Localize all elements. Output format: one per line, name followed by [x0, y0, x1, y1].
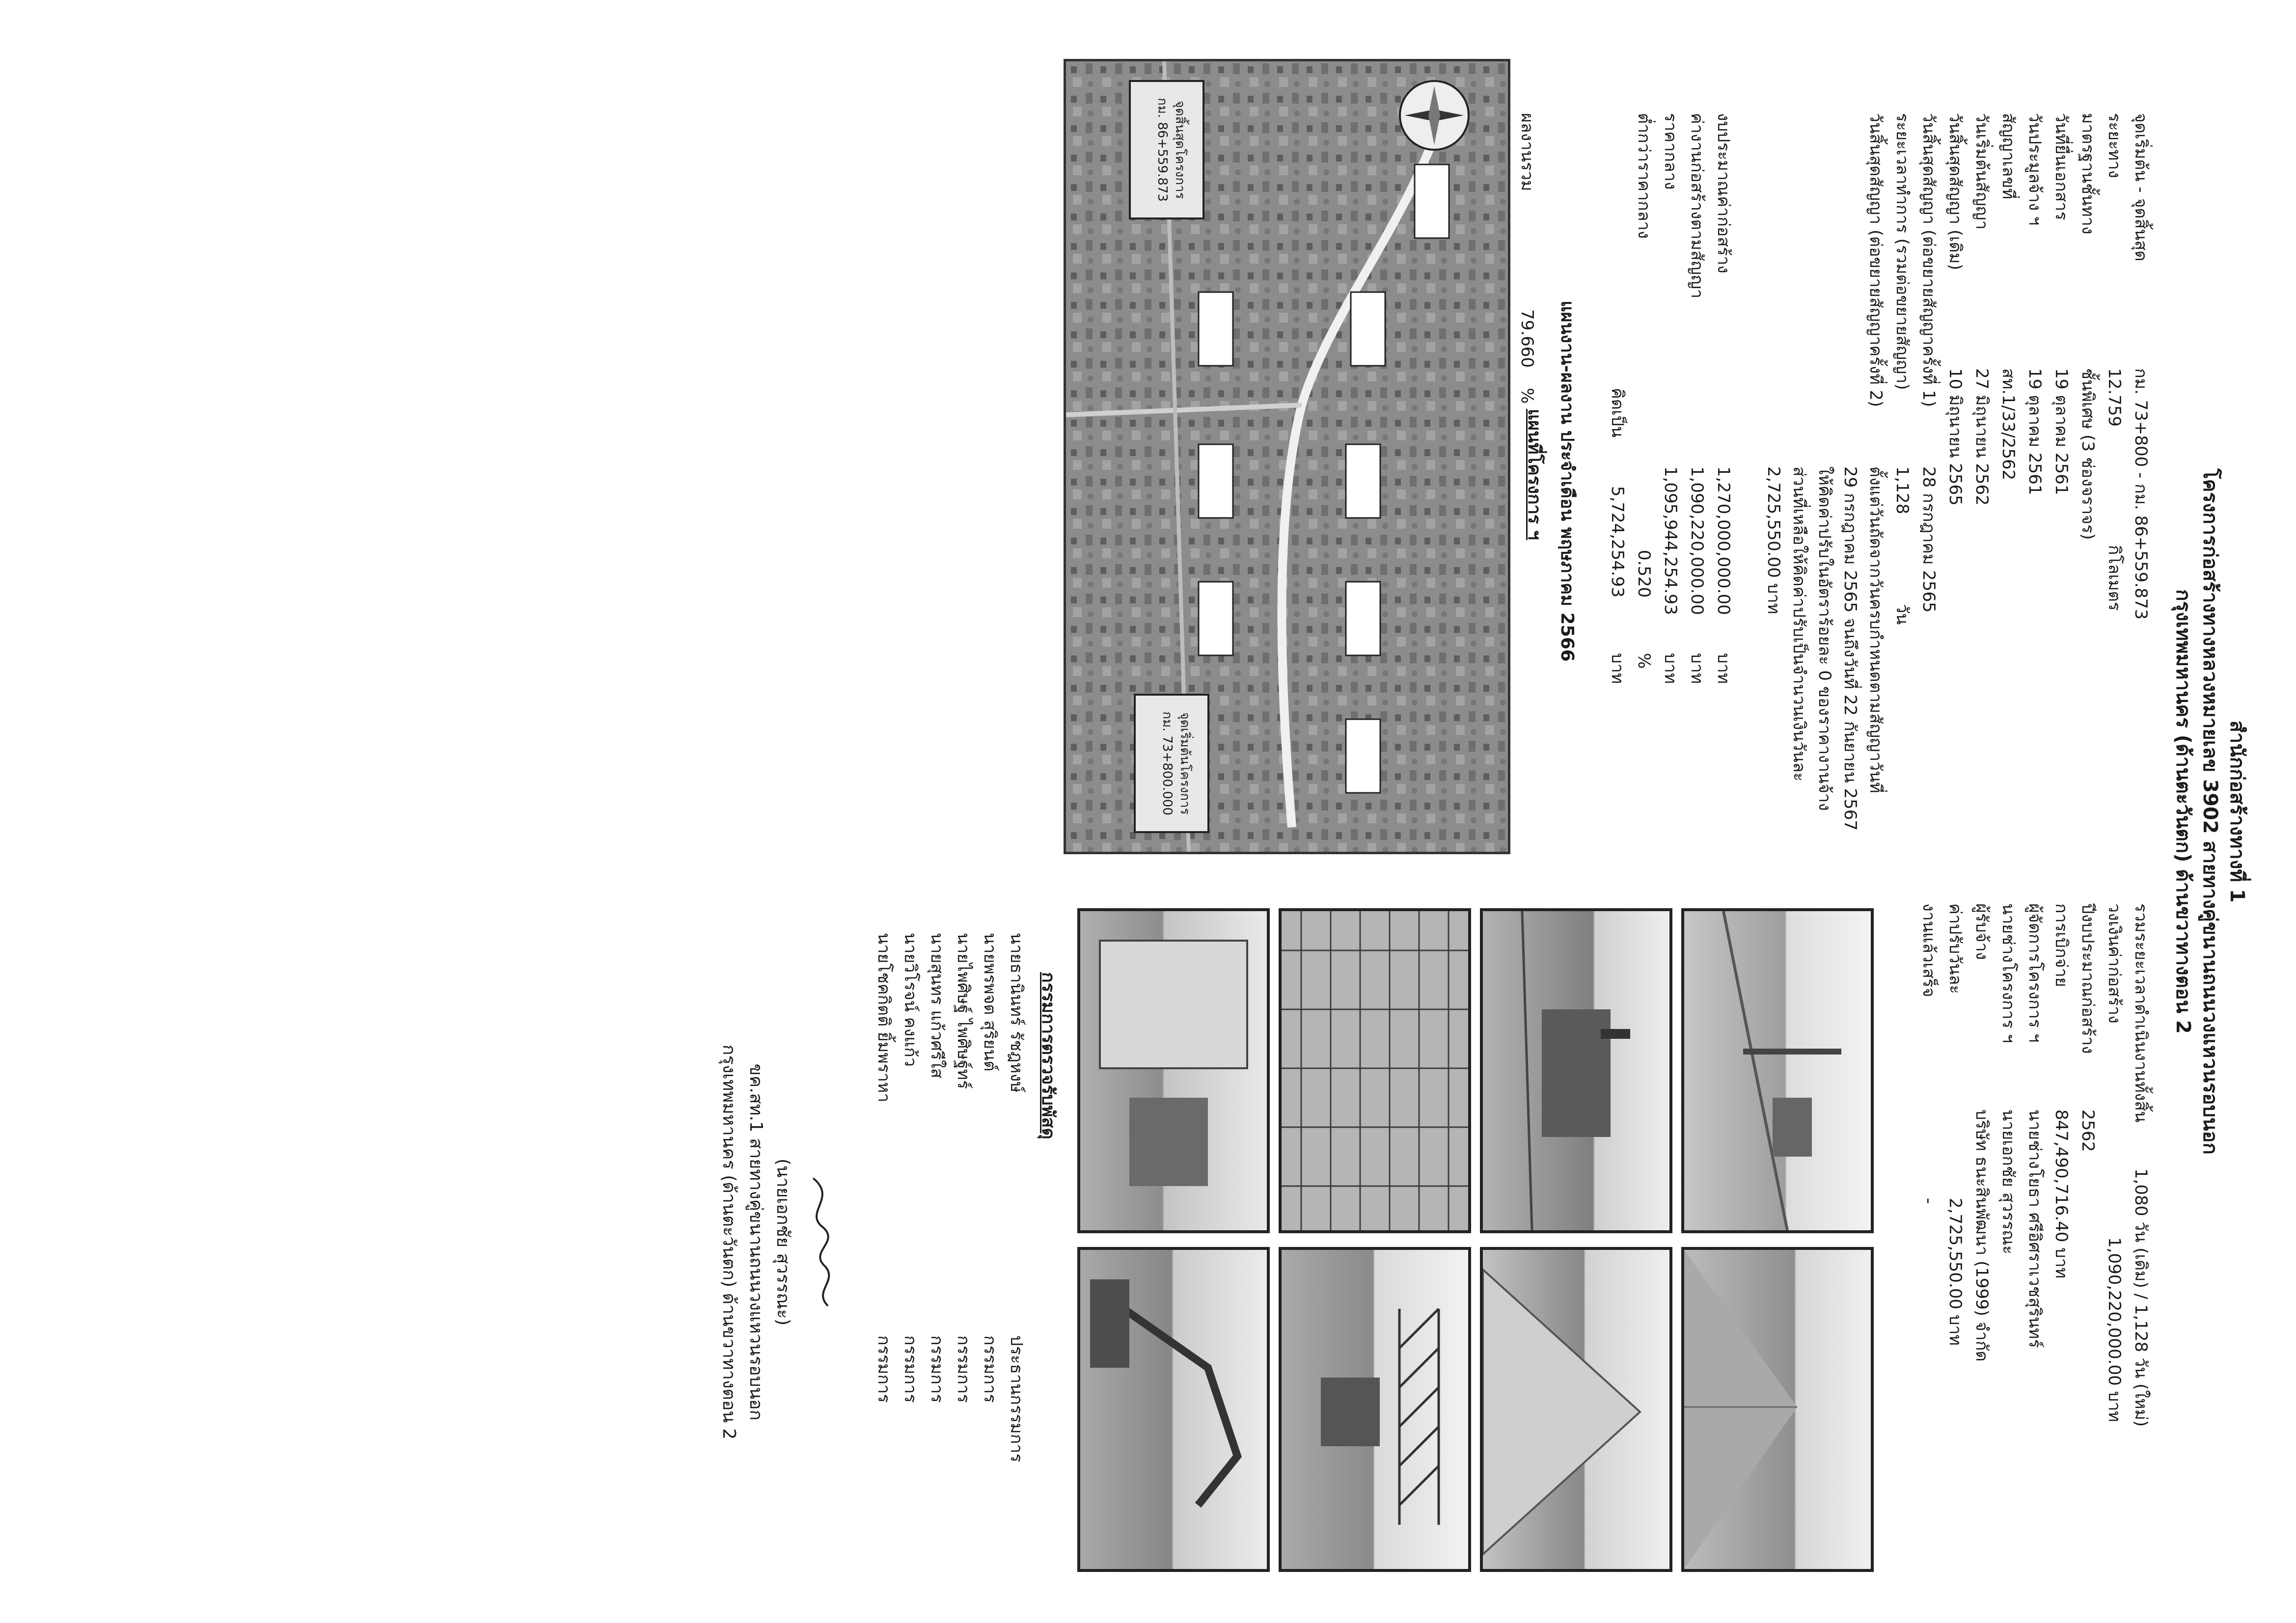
summary-list [1898, 903, 2154, 1591]
summary-value: 1,090,220,000.00 บาท [2105, 1237, 2124, 1422]
committee-row [951, 933, 976, 1571]
photo-marker [1415, 164, 1449, 238]
field-row [2075, 113, 2101, 849]
site-photo [1077, 908, 1270, 1233]
budget-unit: บาท [1687, 653, 1707, 684]
summary-row [1995, 903, 2021, 1591]
member-name: นายวิโรจน์ คงแก้ว [901, 933, 920, 1067]
signature-mark [798, 1168, 843, 1316]
summary-row [1942, 903, 1968, 1591]
summary-row [1916, 903, 1941, 1591]
plan-label: ผลงานรวม [1517, 113, 1537, 191]
photo-marker [1199, 582, 1233, 655]
photo-marker [1199, 292, 1233, 366]
summary-label: การเบิกจ่าย [2051, 903, 2071, 987]
summary-label: ผู้จัดการโครงการ ฯ [2025, 903, 2045, 1043]
map-caption: แผนที่โครงการ ฯ [1524, 408, 1544, 540]
extension-block [1746, 113, 1888, 879]
end-point-label [1153, 86, 1189, 214]
field-value: 10 มิถุนายน 2565 [1945, 368, 1965, 506]
extension-text: ให้คิดค่าปรับในอัตราร้อยละ 0 ของราคางานจ้าง [1815, 466, 1834, 811]
end-label-text: จุดสิ้นสุดโครงการ [1173, 100, 1187, 199]
field-label: วันสิ้นสุดสัญญา (ต่อขยายสัญญาครั้งที่ 1) [1919, 113, 1939, 407]
budget-unit: บาท [1661, 653, 1680, 684]
field-unit: กิโลเมตร [2105, 545, 2124, 611]
project-map [1064, 59, 1510, 854]
summary-label: ปีงบประมาณก่อสร้าง [2078, 903, 2098, 1054]
summary-value: บริษัท ธนะสินพัฒนา (1999) จำกัด [1972, 1109, 1992, 1362]
project-title-line1: โครงการก่อสร้างทางหลวงหมายเลข 3902 สายทางคู่ขนานถนนวงแหวนรอบนอก [2199, 468, 2221, 1155]
photo-marker [1199, 444, 1233, 518]
field-value: 19 ตุลาคม 2561 [2025, 368, 2045, 495]
budget-row [1631, 113, 1657, 849]
field-value: กม. 73+800 - กม. 86+559.873 [2131, 368, 2151, 620]
field-row [1969, 113, 1995, 849]
budget-label: ค่างานก่อสร้างตามสัญญา [1687, 113, 1707, 298]
summary-value: 2562 [2078, 1109, 2098, 1152]
end-km-text: กม. 86+559.873 [1155, 98, 1170, 202]
field-value: ชั้นพิเศษ (3 ช่องจราจร) [2078, 368, 2098, 540]
member-role: กรรมการ [874, 1335, 894, 1403]
extension-text: ตั้งแต่วันถัดจากวันครบกำหนดตามสัญญาวันที่ [1866, 466, 1886, 793]
summary-label: งานแล้วเสร็จ [1919, 903, 1939, 998]
field-value: 19 ตุลาคม 2561 [2051, 368, 2071, 495]
summary-value: นายเอกชัย สุวรรณะ [1998, 1109, 2018, 1254]
budget-value: 1,095,944,254.93 [1661, 466, 1680, 615]
summary-row [2128, 903, 2154, 1591]
plan-unit: % [1517, 388, 1537, 404]
budget-row [1658, 113, 1683, 849]
committee-row [924, 933, 950, 1571]
field-label: วันเริ่มต้นสัญญา [1972, 113, 1992, 230]
photo-marker [1351, 292, 1385, 366]
summary-value: - [1919, 1198, 1939, 1204]
field-label: วันประมูลจ้าง ฯ [2025, 113, 2045, 226]
committee-title: กรรมการตรวจรับพัสดุ [1038, 972, 1058, 1139]
photo-graphic [1282, 911, 1468, 1230]
field-row [1916, 113, 1941, 849]
site-photo [1681, 1247, 1874, 1572]
summary-label: รวมระยะเวลาดำเนินงานทั้งสิ้น [2131, 903, 2151, 1123]
field-row [2102, 113, 2127, 849]
field-value: สท.1/33/2562 [1998, 368, 2018, 481]
budget-row [1711, 113, 1736, 849]
budget-label: ราคากลาง [1661, 113, 1680, 190]
summary-label: นายช่างโครงการ ฯ [1998, 903, 2018, 1043]
budget-list [1589, 113, 1736, 849]
site-photo [1480, 908, 1672, 1233]
signer-name: (นายเอกชัย สุวรรณะ) [773, 1158, 793, 1326]
summary-row [2102, 903, 2127, 1591]
office-title: สำนักก่อสร้างทางที่ 1 [2226, 720, 2248, 903]
start-point-label [1158, 700, 1194, 827]
signer-position: ขค.สท.1 สายทางคู่ขนานถนนวงแหวนรอบนอก [746, 1063, 766, 1421]
member-name: นายไพศิษฐ์ ไพศิษฐ์ทร์ [954, 933, 973, 1089]
site-photo [1077, 1247, 1270, 1572]
photo-graphic [1483, 1250, 1669, 1569]
photo-graphic [1080, 911, 1267, 1230]
summary-value: 2,725,550.00 บาท [1945, 1198, 1965, 1346]
field-label: วันที่ยื่นเอกสาร [2051, 113, 2071, 220]
field-label: ระยะเวลาทำการ (รวมต่อขยายสัญญา) [1892, 113, 1912, 390]
budget-value: 0.520 [1634, 550, 1654, 598]
field-row [1995, 113, 2021, 849]
summary-row [2022, 903, 2048, 1591]
budget-row [1684, 113, 1710, 849]
extension-text: 29 กรกฎาคม 2565 จนถึงวันที่ 22 กันยายน 2567 [1840, 466, 1860, 831]
member-role: กรรมการ [980, 1335, 1000, 1403]
summary-label: วงเงินค่าก่อสร้าง [2105, 903, 2124, 1024]
extension-text: 2,725,550.00 บาท [1764, 466, 1783, 615]
compass-icon [1400, 81, 1469, 150]
committee-row [977, 933, 1003, 1571]
field-value: 12.759 [2105, 368, 2124, 427]
photo-marker [1346, 719, 1380, 793]
field-row [2049, 113, 2074, 849]
member-role: กรรมการ [954, 1335, 973, 1403]
committee-row [898, 933, 923, 1571]
budget-label: คิดเป็น [1608, 388, 1627, 438]
project-title-line2: กรุงเทพมหานคร (ด้านตะวันตก) ด้านขวาทางตอน 2 [2172, 589, 2194, 1034]
budget-label: งบประมาณค่าก่อสร้าง [1714, 113, 1733, 273]
summary-value: 847,490,716.40 บาท [2051, 1109, 2071, 1279]
summary-row [1969, 903, 1995, 1591]
field-value: 1,128 [1892, 466, 1912, 514]
field-value: 27 มิถุนายน 2562 [1972, 368, 1992, 506]
field-label: สัญญาเลขที่ [1998, 113, 2018, 199]
extension-row [1863, 113, 1888, 879]
member-name: นายสุนทร แก้วศรีใส [927, 933, 947, 1079]
summary-value: นายช่างโยธา ศรีอิศราเวชสุรินทร์ [2025, 1109, 2045, 1348]
photo-graphic [1080, 1250, 1267, 1569]
signer-position-2: กรุงเทพมหานคร (ด้านตะวันตก) ด้านขวาทางตอน 2 [719, 1044, 739, 1440]
field-row [2128, 113, 2154, 849]
field-label: มาตรฐานชั้นทาง [2078, 113, 2098, 235]
summary-value: 1,080 วัน (เดิม) / 1,128 วัน (ใหม่) [2131, 1168, 2151, 1427]
member-name: นายธานินทร์ รัชฎหงษ์ [1007, 933, 1026, 1093]
field-row [2022, 113, 2048, 849]
summary-row [2075, 903, 2101, 1591]
summary-label: ค่าปรับวันละ [1945, 903, 1965, 994]
signature-graphic [798, 1168, 843, 1316]
photo-graphic [1282, 1250, 1468, 1569]
photo-graphic [1684, 911, 1871, 1230]
member-role: กรรมการ [927, 1335, 947, 1403]
field-row [1942, 113, 1968, 849]
budget-value: 1,090,220,000.00 [1687, 466, 1707, 615]
photo-marker [1346, 444, 1380, 518]
committee-row [871, 933, 897, 1571]
member-role: ประธานกรรมการ [1007, 1335, 1026, 1462]
field-label: วันสิ้นสุดสัญญา (เดิม) [1945, 113, 1965, 270]
extension-text: ส่วนที่เหลือให้คิดค่าปรับเป็นจำนวนเงินวันละ [1789, 466, 1809, 782]
budget-unit: บาท [1608, 653, 1627, 684]
budget-value: 1,270,000,000.00 [1714, 466, 1733, 615]
extension-label: วันสิ้นสุดสัญญา (ต่อขยายสัญญาครั้งที่ 2) [1866, 113, 1886, 407]
summary-row [2049, 903, 2074, 1591]
project-info-list [1879, 113, 2154, 849]
field-unit: วัน [1892, 604, 1912, 625]
field-row [1889, 113, 1915, 849]
plan-title: แผนงาน-ผลงาน ประจำเดือน พฤษภาคม 2566 [1557, 300, 1577, 662]
field-label: จุดเริ่มต้น - จุดสิ้นสุด [2131, 113, 2151, 262]
site-photo [1279, 908, 1471, 1233]
field-label: ระยะทาง [2105, 113, 2124, 178]
member-role: กรรมการ [901, 1335, 920, 1403]
start-label-text: จุดเริ่มต้นโครงการ [1177, 712, 1192, 815]
budget-row [1605, 113, 1630, 849]
plan-value: 79.660 [1517, 309, 1537, 368]
field-value: 28 กรกฎาคม 2565 [1919, 466, 1939, 613]
summary-label: ผู้รับจ้าง [1972, 903, 1992, 960]
site-photo [1279, 1247, 1471, 1572]
member-name: นายพรพจต สุริยนต์ [980, 933, 1000, 1072]
member-name: นายโชคกิตติ ยิ้มพราหา [874, 933, 894, 1103]
start-km-text: กม. 73+800.000 [1160, 711, 1175, 815]
photo-graphic [1483, 911, 1669, 1230]
budget-unit: บาท [1714, 653, 1733, 684]
map-graphic [1066, 61, 1508, 852]
budget-value: 5,724,254.93 [1608, 486, 1627, 598]
budget-label: ต่ำกว่าราคากลาง [1634, 113, 1654, 239]
committee-list [862, 933, 1029, 1571]
photo-graphic [1684, 1250, 1871, 1569]
site-photo [1681, 908, 1874, 1233]
committee-row [1004, 933, 1029, 1571]
budget-unit: % [1634, 653, 1654, 669]
photo-marker [1346, 582, 1380, 655]
site-photo [1480, 1247, 1672, 1572]
